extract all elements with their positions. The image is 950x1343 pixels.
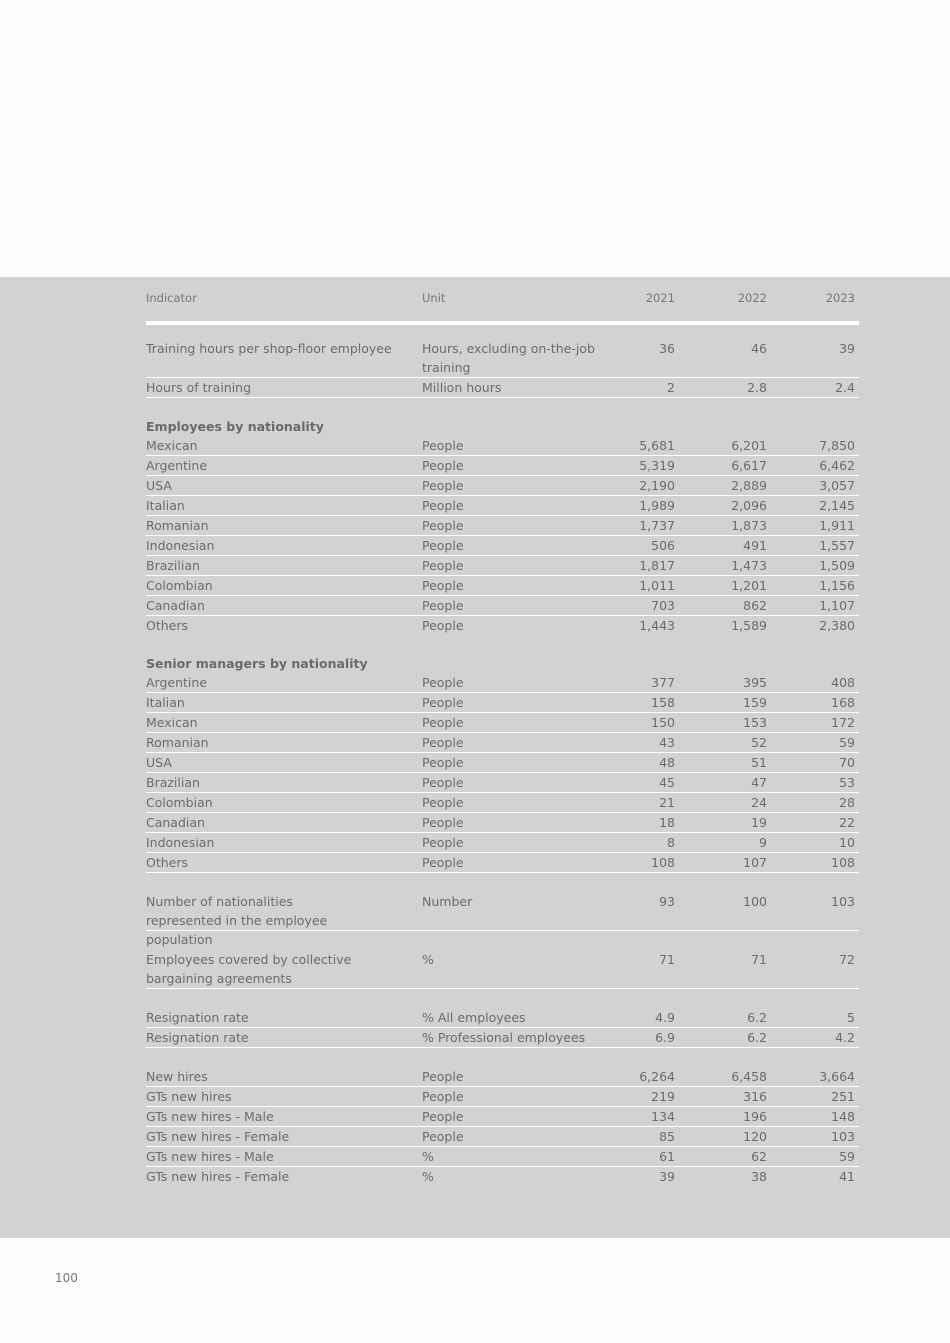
row-value-2023: 108 — [831, 855, 855, 870]
section-title-senior-managers — [146, 654, 859, 673]
row-value-2023: 1,509 — [819, 558, 855, 573]
row-value-2023: 168 — [831, 695, 855, 710]
row-name: GTs new hires — [146, 1089, 232, 1104]
data-table — [146, 287, 859, 1186]
row-value-2022: 862 — [743, 598, 767, 613]
row-value-2021: 377 — [651, 675, 675, 690]
row-value-2023: 10 — [839, 835, 855, 850]
row-value-2022: 6.2 — [747, 1010, 767, 1025]
row-unit: People — [422, 538, 464, 553]
row-unit: Hours, excluding on-the-job training — [422, 341, 595, 375]
row-value-2023: 3,057 — [819, 478, 855, 493]
row-unit: People — [422, 755, 464, 770]
row-value-2022: 1,589 — [731, 618, 767, 633]
table-row — [146, 853, 859, 873]
row-name: Mexican — [146, 438, 198, 453]
header-2022: 2022 — [737, 291, 767, 305]
row-value-2022: 6,458 — [731, 1069, 767, 1084]
table-row — [146, 1147, 859, 1167]
row-value-2021: 150 — [651, 715, 675, 730]
row-name: Resignation rate — [146, 1030, 249, 1045]
row-value-2022: 52 — [751, 735, 767, 750]
row-value-2022: 62 — [751, 1149, 767, 1164]
row-unit: % — [422, 1149, 434, 1164]
row-name: Romanian — [146, 518, 209, 533]
row-name: Canadian — [146, 815, 205, 830]
row-unit: People — [422, 1069, 464, 1084]
row-value-2022: 2,096 — [731, 498, 767, 513]
row-indicator: Number of nationalities represented in the employee population — [146, 894, 328, 947]
row-unit: People — [422, 598, 464, 613]
row-value-2023: 1,107 — [819, 598, 855, 613]
row-name: Mexican — [146, 715, 198, 730]
table-row — [146, 833, 859, 853]
table-row — [146, 339, 859, 378]
row-value-2021: 1,737 — [639, 518, 675, 533]
row-value-2021: 1,989 — [639, 498, 675, 513]
row-value-2023: 2,145 — [819, 498, 855, 513]
row-value-2021: 93 — [659, 894, 675, 909]
row-unit: People — [422, 498, 464, 513]
row-value-2021: 1,443 — [639, 618, 675, 633]
row-unit: % Professional employees — [422, 1030, 586, 1045]
row-name: Argentine — [146, 458, 208, 473]
row-value-2023: 39 — [839, 341, 855, 356]
row-value-2023: 22 — [839, 815, 855, 830]
header-unit: Unit — [422, 291, 446, 305]
row-value-2021: 61 — [659, 1149, 675, 1164]
row-value-2021: 71 — [659, 952, 675, 967]
row-unit: People — [422, 1089, 464, 1104]
row-name: New hires — [146, 1069, 208, 1084]
section-heading: Senior managers by nationality — [146, 656, 368, 671]
table-row — [146, 576, 859, 596]
row-value-2022: 19 — [751, 815, 767, 830]
row-name: Italian — [146, 498, 185, 513]
row-value-2022: 1,201 — [731, 578, 767, 593]
table-row — [146, 616, 859, 635]
row-unit: People — [422, 458, 464, 473]
row-unit: People — [422, 558, 464, 573]
table-row — [146, 1008, 859, 1028]
row-value-2023: 70 — [839, 755, 855, 770]
row-unit: % All employees — [422, 1010, 526, 1025]
table-row — [146, 1167, 859, 1186]
row-name: USA — [146, 478, 172, 493]
row-name: GTs new hires - Male — [146, 1109, 274, 1124]
table-row — [146, 773, 859, 793]
table-row — [146, 556, 859, 576]
header-2021: 2021 — [645, 291, 675, 305]
row-value-2023: 4.2 — [835, 1030, 855, 1045]
row-value-2022: 395 — [743, 675, 767, 690]
row-value-2021: 5,681 — [639, 438, 675, 453]
row-value-2023: 3,664 — [819, 1069, 855, 1084]
row-value-2021: 8 — [667, 835, 675, 850]
row-value-2023: 1,557 — [819, 538, 855, 553]
row-name: Brazilian — [146, 558, 200, 573]
row-value-2021: 43 — [659, 735, 675, 750]
row-value-2022: 2,889 — [731, 478, 767, 493]
row-value-2022: 153 — [743, 715, 767, 730]
row-name: Others — [146, 855, 189, 870]
table-row — [146, 793, 859, 813]
row-value-2021: 5,319 — [639, 458, 675, 473]
row-value-2023: 103 — [831, 1129, 855, 1144]
row-value-2023: 1,156 — [819, 578, 855, 593]
table-row — [146, 596, 859, 616]
row-name: Resignation rate — [146, 1010, 249, 1025]
row-value-2021: 506 — [651, 538, 675, 553]
row-unit: People — [422, 675, 464, 690]
row-indicator: Employees covered by collective bargaining agreements — [146, 952, 352, 986]
row-unit: People — [422, 618, 464, 633]
row-value-2023: 2,380 — [819, 618, 855, 633]
table-row — [146, 693, 859, 713]
row-value-2022: 1,873 — [731, 518, 767, 533]
row-value-2021: 39 — [659, 1169, 675, 1184]
row-name: Argentine — [146, 675, 208, 690]
table-row — [146, 516, 859, 536]
row-value-2021: 1,011 — [639, 578, 675, 593]
row-value-2021: 158 — [651, 695, 675, 710]
row-value-2022: 491 — [743, 538, 767, 553]
table-row — [146, 753, 859, 773]
table-row — [146, 1087, 859, 1107]
row-name: Romanian — [146, 735, 209, 750]
row-indicator: Hours of training — [146, 380, 252, 395]
row-value-2023: 103 — [831, 894, 855, 909]
row-value-2023: 251 — [831, 1089, 855, 1104]
row-value-2022: 196 — [743, 1109, 767, 1124]
row-name: GTs new hires - Female — [146, 1129, 290, 1144]
row-value-2023: 72 — [839, 952, 855, 967]
section-heading: Employees by nationality — [146, 419, 324, 434]
row-value-2023: 41 — [839, 1169, 855, 1184]
row-unit: Million hours — [422, 380, 502, 395]
row-value-2022: 1,473 — [731, 558, 767, 573]
row-unit: People — [422, 715, 464, 730]
row-value-2022: 316 — [743, 1089, 767, 1104]
table-row — [146, 713, 859, 733]
row-unit: People — [422, 815, 464, 830]
table-row — [146, 673, 859, 693]
row-value-2023: 28 — [839, 795, 855, 810]
row-value-2021: 2,190 — [639, 478, 675, 493]
row-value-2023: 1,911 — [819, 518, 855, 533]
row-value-2023: 172 — [831, 715, 855, 730]
row-value-2021: 45 — [659, 775, 675, 790]
table-row — [146, 813, 859, 833]
row-unit: People — [422, 735, 464, 750]
row-value-2022: 2.8 — [747, 380, 767, 395]
row-value-2023: 59 — [839, 735, 855, 750]
row-name: Others — [146, 618, 189, 633]
row-unit: People — [422, 518, 464, 533]
row-value-2023: 7,850 — [819, 438, 855, 453]
row-unit: People — [422, 835, 464, 850]
row-unit: People — [422, 478, 464, 493]
row-value-2023: 6,462 — [819, 458, 855, 473]
row-value-2022: 47 — [751, 775, 767, 790]
row-value-2023: 408 — [831, 675, 855, 690]
row-value-2021: 6.9 — [655, 1030, 675, 1045]
row-value-2022: 120 — [743, 1129, 767, 1144]
page-number: 100 — [55, 1271, 78, 1285]
header-2023: 2023 — [825, 291, 855, 305]
row-value-2023: 53 — [839, 775, 855, 790]
row-value-2022: 107 — [743, 855, 767, 870]
row-value-2021: 85 — [659, 1129, 675, 1144]
row-name: Canadian — [146, 598, 205, 613]
row-value-2022: 9 — [759, 835, 767, 850]
row-value-2021: 108 — [651, 855, 675, 870]
table-row — [146, 733, 859, 753]
row-unit: People — [422, 855, 464, 870]
row-name: Italian — [146, 695, 185, 710]
row-value-2023: 148 — [831, 1109, 855, 1124]
row-value-2021: 219 — [651, 1089, 675, 1104]
table-row — [146, 1067, 859, 1087]
row-unit: % — [422, 952, 434, 967]
row-value-2023: 59 — [839, 1149, 855, 1164]
row-value-2021: 2 — [667, 380, 675, 395]
row-value-2022: 6,201 — [731, 438, 767, 453]
row-name: GTs new hires - Male — [146, 1149, 274, 1164]
row-value-2021: 4.9 — [655, 1010, 675, 1025]
table-row — [146, 892, 859, 947]
row-value-2022: 6,617 — [731, 458, 767, 473]
row-indicator: Training hours per shop-floor employee — [146, 341, 392, 356]
table-row — [146, 950, 859, 989]
row-unit: People — [422, 695, 464, 710]
row-name: Indonesian — [146, 538, 215, 553]
row-value-2021: 134 — [651, 1109, 675, 1124]
row-name: Indonesian — [146, 835, 215, 850]
row-unit: People — [422, 775, 464, 790]
row-value-2021: 18 — [659, 815, 675, 830]
table-row — [146, 456, 859, 476]
row-name: GTs new hires - Female — [146, 1169, 290, 1184]
row-value-2022: 51 — [751, 755, 767, 770]
row-value-2021: 1,817 — [639, 558, 675, 573]
table-row — [146, 1028, 859, 1048]
row-name: Brazilian — [146, 775, 200, 790]
row-value-2023: 5 — [847, 1010, 855, 1025]
section-title-employees — [146, 417, 859, 436]
row-unit: People — [422, 1129, 464, 1144]
row-value-2022: 100 — [743, 894, 767, 909]
header-indicator: Indicator — [146, 291, 197, 305]
row-unit: People — [422, 438, 464, 453]
row-value-2022: 24 — [751, 795, 767, 810]
row-name: USA — [146, 755, 172, 770]
table-row — [146, 536, 859, 556]
table-row — [146, 436, 859, 456]
row-value-2023: 2.4 — [835, 380, 855, 395]
row-unit: People — [422, 1109, 464, 1124]
row-name: Colombian — [146, 578, 213, 593]
row-unit: Number — [422, 894, 473, 909]
table-row — [146, 1107, 859, 1127]
table-row — [146, 1127, 859, 1147]
row-value-2021: 36 — [659, 341, 675, 356]
row-value-2021: 48 — [659, 755, 675, 770]
row-value-2021: 703 — [651, 598, 675, 613]
row-value-2022: 159 — [743, 695, 767, 710]
table-row — [146, 476, 859, 496]
row-unit: People — [422, 578, 464, 593]
row-value-2022: 71 — [751, 952, 767, 967]
row-value-2022: 38 — [751, 1169, 767, 1184]
row-value-2021: 21 — [659, 795, 675, 810]
row-unit: % — [422, 1169, 434, 1184]
table-row — [146, 378, 859, 398]
row-unit: People — [422, 795, 464, 810]
row-value-2021: 6,264 — [639, 1069, 675, 1084]
table-header — [146, 287, 859, 325]
row-value-2022: 46 — [751, 341, 767, 356]
row-value-2022: 6.2 — [747, 1030, 767, 1045]
table-row — [146, 496, 859, 516]
row-name: Colombian — [146, 795, 213, 810]
